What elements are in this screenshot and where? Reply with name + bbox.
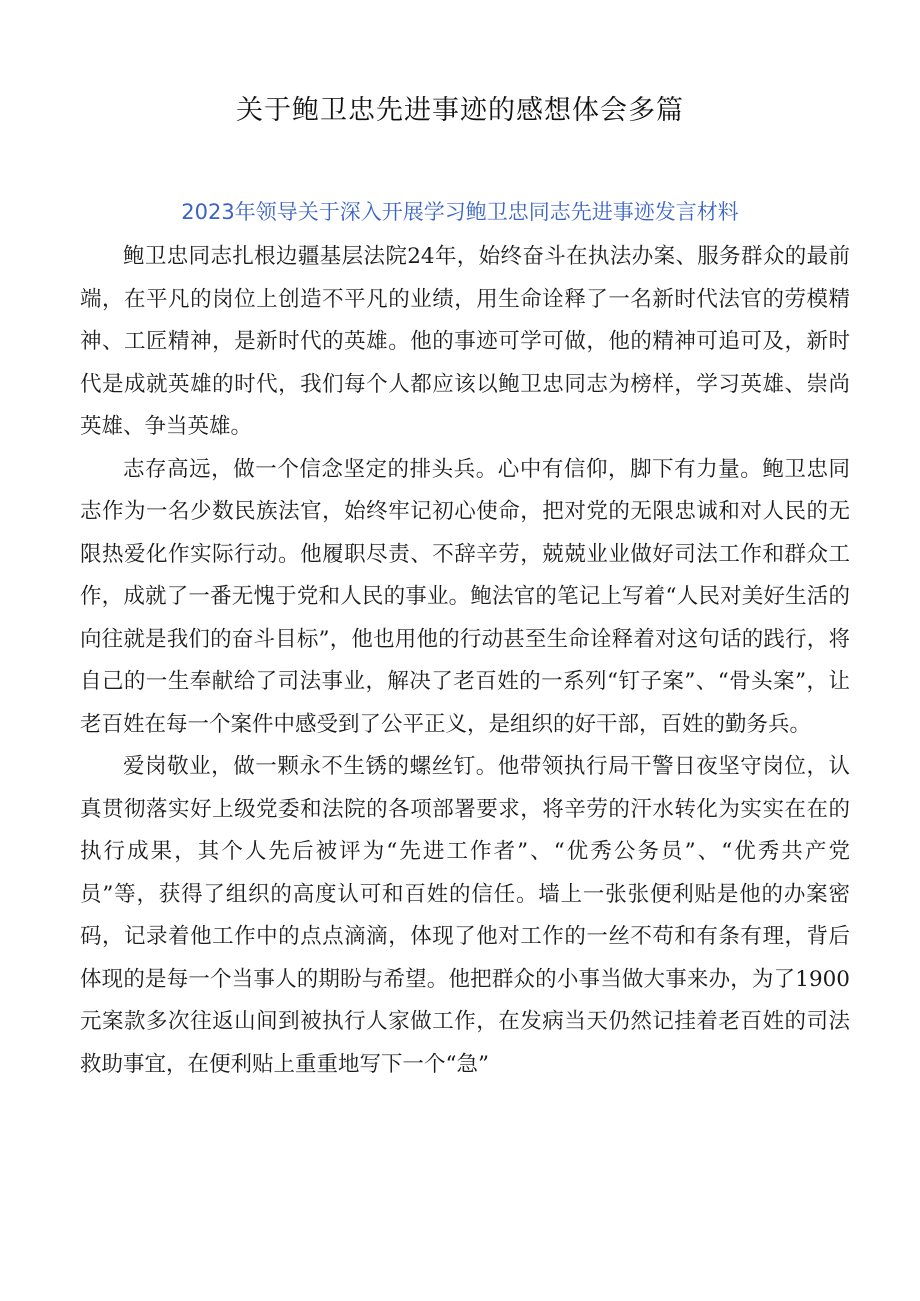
paragraph-lead: 志存高远，做一个信念坚定的排头兵。 bbox=[123, 456, 498, 482]
document-title: 关于鲍卫忠先进事迹的感想体会多篇 bbox=[236, 95, 684, 126]
paragraph-text: 心中有信仰，脚下有力量。鲍卫忠同志作为一名少数民族法官，始终牢记初心使命，把对党的无限忠诚和对人民的无限热爱化作实际行动。他履职尽责、不辞辛劳，兢兢业业做好司法工作和群众工作，成就了一番无愧于党和人民的事业。鲍法官的笔记上写着“人民对美好生活的向往就是我们的奋斗目标”，他也用他的行动甚至生命诠释着对这句话的践行，将自己的一生奉献给了司法事业，解决了老百姓的一系列“钉子案”、“骨头案”，让老百姓在每一个案件中感受到了公平正义，是组织的好干部，百姓的勤务兵。 bbox=[80, 456, 850, 737]
paragraph-faith bbox=[80, 449, 850, 747]
paragraph-text: 鲍卫忠同志扎根边疆基层法院24年，始终奋斗在执法办案、服务群众的最前端，在平凡的岗位上创造不平凡的业绩，用生命诠释了一名新时代法官的劳模精神、工匠精神，是新时代的英雄。他的事迹可学可做，他的精神可追可及，新时代是成就英雄的时代，我们每个人都应该以鲍卫忠同志为榜样，学习英雄、崇尚英雄、争当英雄。 bbox=[80, 244, 850, 439]
paragraph-intro bbox=[80, 236, 850, 449]
document-body bbox=[80, 236, 850, 1086]
paragraph-text: 他带领执行局干警日夜坚守岗位，认真贯彻落实好上级党委和法院的各项部署要求，将辛劳的汗水转化为实实在在的执行成果，其个人先后被评为“先进工作者”、“优秀公务员”、“优秀共产党员”等，获得了组织的高度认可和百姓的信任。墙上一张张便利贴是他的办案密码，记录着他工作中的点点滴滴，体现了他对工作的一丝不苟和有条有理，背后体现的是每一个当事人的期盼与希望。他把群众的小事当做大事来办，为了1900元案款多次往返山间到被执行人家做工作，在发病当天仍然记挂着老百姓的司法救助事宜，在便利贴上重重地写下一个“急” bbox=[80, 754, 850, 1077]
document-subtitle: 2023年领导关于深入开展学习鲍卫忠同志先进事迹发言材料 bbox=[181, 200, 739, 224]
paragraph-dedication bbox=[80, 746, 850, 1086]
paragraph-lead: 爱岗敬业，做一颗永不生锈的螺丝钉。 bbox=[123, 754, 498, 779]
